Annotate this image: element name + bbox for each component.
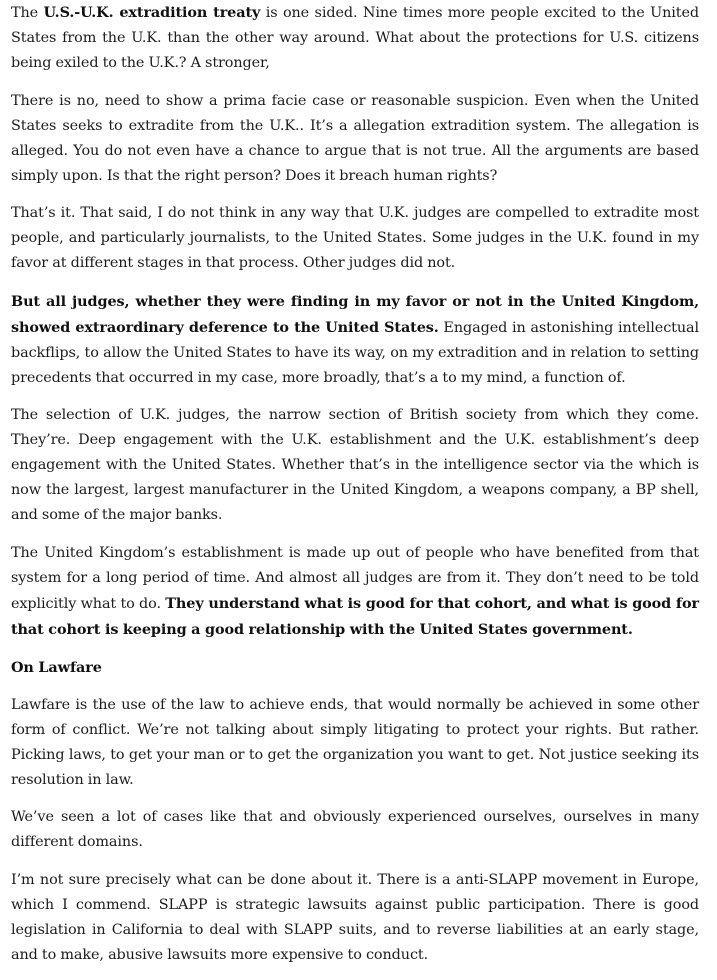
paragraph-text: Engaged in astonishing intellectual backflips, to allow the United States to have its way, on my extradition and in relation to setting precedents that occurred in my case, more broadly, that’s a to my mind, a function of.: [11, 319, 699, 386]
section-heading-lawfare: On Lawfare: [11, 659, 102, 676]
paragraph-anti-slapp: I’m not sure precisely what can be done about it. There is a anti-SLAPP movement in Europe, which I commend. SLAPP is strategic lawsuits against public participation. There is good legislation in California to deal with SLAPP suits, and to reverse liabilities at an early stage, and to make, abusive lawsuits more expensive to conduct.: [11, 871, 699, 963]
emphasis-extradition-treaty: U.S.-U.K. extradition treaty: [43, 4, 261, 21]
paragraph-prima-facie: There is no, need to show a prima facie case or reasonable suspicion. Even when the United States seeks to extradite from the U.K.. It’s a allegation extradition system. The allegation is alleged. You do not even have a chance to argue that is not true. All the arguments are based simply upon. Is that the right person? Does it breach human rights?: [11, 92, 699, 184]
paragraph-text: The United Kingdom’s establishment is made up out of people who have benefited from that system for a long period of time. And almost all judges are from it. They don’t need to be told explicitly what to do.: [11, 544, 699, 612]
paragraph-cases: We’ve seen a lot of cases like that and obviously experienced ourselves, ourselves in many different domains.: [11, 809, 699, 850]
paragraph-establishment: [11, 541, 699, 643]
article-body: [11, 0, 699, 980]
paragraph-deference: [11, 289, 699, 391]
emphasis-cohort: They understand what is good for that cohort, and what is good for that cohort is keeping a good relationship with the United States government.: [11, 594, 699, 638]
paragraph-uk-judges: That’s it. That said, I do not think in any way that U.K. judges are compelled to extradite most people, and particularly journalists, to the United States. Some judges in the U.K. found in my favor at different stages in that process. Other judges did not.: [11, 205, 699, 271]
paragraph-extradition-treaty: [11, 0, 699, 76]
emphasis-deference: But all judges, whether they were finding in my favor or not in the United Kingdom, showed extraordinary deference to the United States.: [11, 292, 699, 336]
paragraph-text: is one sided. Nine times more people excited to the United States from the U.K. than the other way around. What about the protections for U.S. citizens being exiled to the U.K.? A stronger,: [11, 5, 699, 71]
paragraph-selection-of-judges: The selection of U.K. judges, the narrow section of British society from which they come. They’re. Deep engagement with the U.K. establishment and the U.K. establishment’s deep engagement with the United States. Whether that’s in the intelligence sector via the which is now the largest, largest manufacturer in the United Kingdom, a weapons company, a BP shell, and some of the major banks.: [11, 407, 699, 523]
paragraph-lead-text: The: [11, 5, 44, 21]
paragraph-lawfare-definition: Lawfare is the use of the law to achieve ends, that would normally be achieved in some other form of conflict. We’re not talking about simply litigating to protect your rights. But rather. Picking laws, to get your man or to get the organization you want to get. Not justice seeking its resolution in law.: [11, 696, 699, 788]
